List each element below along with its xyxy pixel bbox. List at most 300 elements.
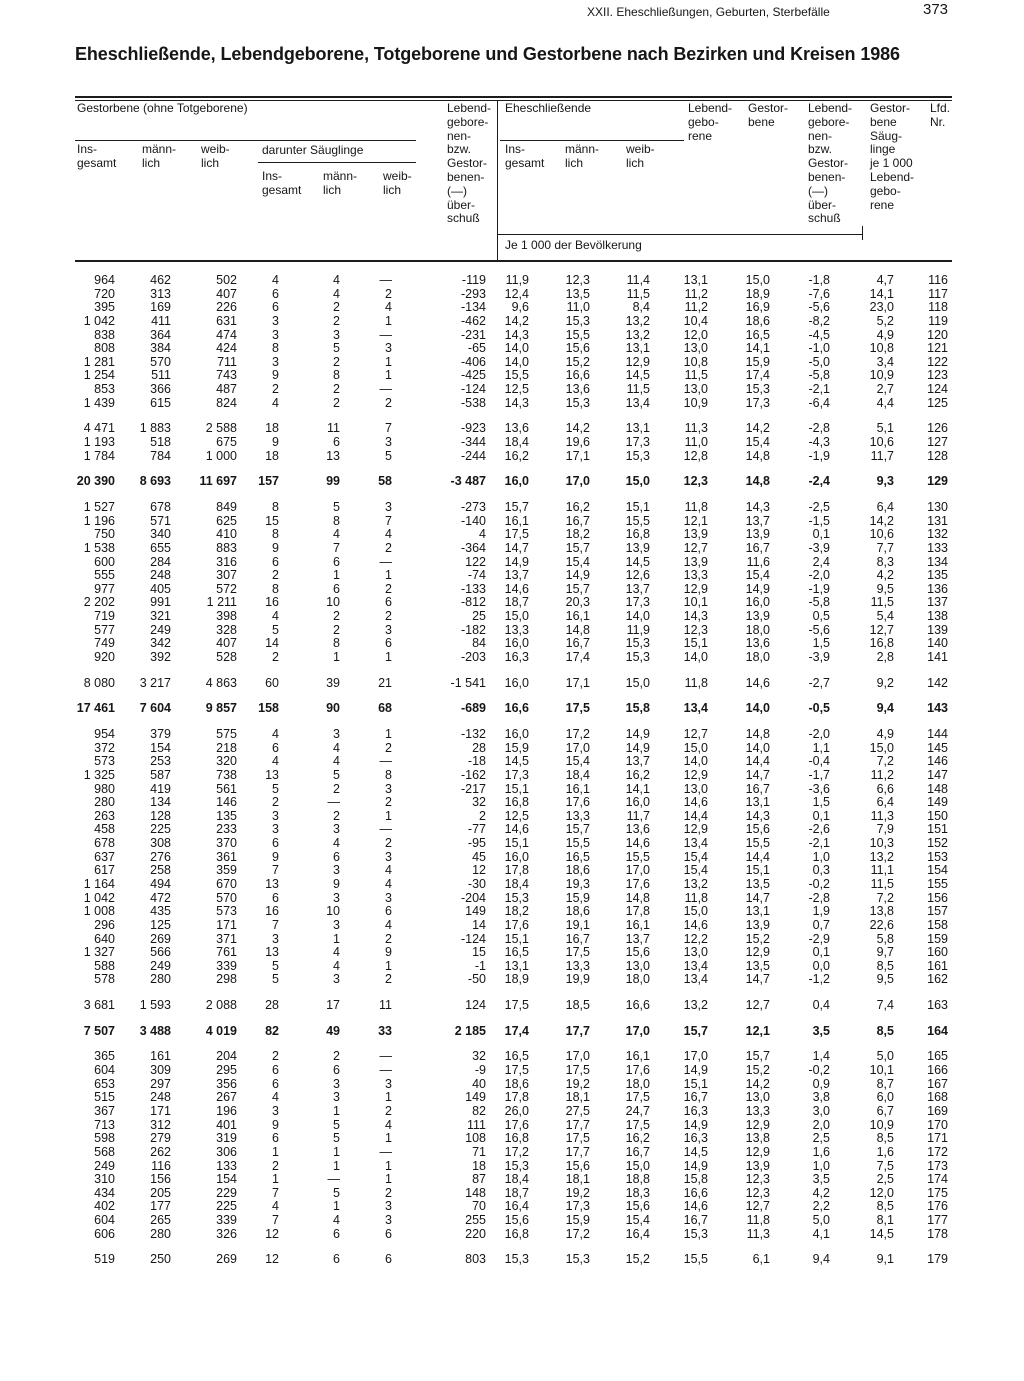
table-row (75, 677, 948, 691)
gestorbene-maennlich-cell: 1 883 (139, 421, 171, 436)
lfd-nr-cell: 143 (927, 701, 948, 716)
saeuglinge-je-1000-lebendgeborene-cell: 4,9 (876, 327, 894, 342)
lebendgeborene-je-1000-cell: 15,5 (683, 1252, 708, 1267)
saeuglinge-insgesamt-cell: 13 (265, 876, 279, 891)
gestorbene-insgesamt-cell: 310 (94, 1172, 115, 1187)
gestorbene-weiblich-cell: 625 (216, 513, 237, 528)
ueberschuss-je-1000-cell: -7,6 (808, 286, 830, 301)
gestorbene-je-1000-cell: 14,2 (745, 1076, 770, 1091)
header-rate-unit: Je 1 000 der Bevölkerung (505, 238, 642, 252)
rate-block-right-rule (862, 226, 863, 240)
gestorbene-maennlich-cell: 379 (150, 726, 171, 741)
ueberschuss-absolut-cell: -119 (461, 273, 486, 287)
table-row (75, 301, 948, 315)
eheschliessende-maennlich-cell: 18,6 (565, 863, 590, 878)
table-row (75, 1064, 948, 1078)
eheschliessende-weiblich-cell: 18,8 (625, 1172, 650, 1187)
lfd-nr-cell: 175 (927, 1185, 948, 1200)
gestorbene-insgesamt-cell: 588 (94, 958, 115, 973)
lfd-nr-cell: 123 (927, 368, 948, 383)
saeuglinge-weiblich-cell: 1 (385, 1131, 392, 1146)
lebendgeborene-je-1000-cell: 15,1 (683, 636, 708, 651)
lebendgeborene-je-1000-cell: 14,3 (683, 609, 708, 624)
ueberschuss-absolut-cell: 70 (472, 1199, 486, 1214)
lebendgeborene-je-1000-cell: 15,7 (683, 1023, 708, 1038)
lfd-nr-cell: 140 (927, 636, 948, 651)
eheschliessende-maennlich-cell: 18,2 (565, 527, 590, 542)
eheschliessende-maennlich-cell: 16,6 (565, 368, 590, 383)
saeuglinge-maennlich-cell: 4 (333, 958, 340, 973)
saeuglinge-weiblich-cell: — (379, 1049, 392, 1064)
saeuglinge-weiblich-cell: — (379, 554, 392, 569)
saeuglinge-je-1000-lebendgeborene-cell: 6,6 (876, 781, 894, 796)
saeuglinge-insgesamt-cell: 4 (272, 395, 279, 410)
gestorbene-maennlich-cell: 280 (150, 1226, 171, 1241)
lebendgeborene-je-1000-cell: 15,4 (683, 863, 708, 878)
saeuglinge-maennlich-cell: 3 (333, 863, 340, 878)
saeuglinge-weiblich-cell: 21 (378, 675, 392, 690)
ueberschuss-je-1000-cell: -1,7 (808, 767, 830, 782)
eheschliessende-maennlich-cell: 15,7 (565, 540, 590, 555)
saeuglinge-je-1000-lebendgeborene-cell: 5,1 (876, 421, 894, 436)
saeuglinge-weiblich-cell: 3 (385, 499, 392, 514)
table-row (75, 919, 948, 933)
eheschliessende-weiblich-cell: 17,5 (625, 1090, 650, 1105)
saeuglinge-maennlich-cell: 5 (333, 341, 340, 356)
table-row (75, 973, 948, 987)
lebendgeborene-je-1000-cell: 14,4 (683, 808, 708, 823)
ueberschuss-je-1000-cell: 0,1 (812, 527, 830, 542)
header-saeuglinge-insgesamt: Ins- gesamt (262, 169, 302, 197)
gestorbene-je-1000-cell: 17,4 (745, 368, 770, 383)
eheschliessende-insgesamt-cell: 14,7 (504, 540, 529, 555)
saeuglinge-insgesamt-cell: 7 (272, 1185, 279, 1200)
eheschliessende-maennlich-cell: 15,3 (565, 1252, 590, 1267)
gestorbene-weiblich-cell: 320 (216, 754, 237, 769)
header-lebendgeborene: Lebend- gebo- rene (688, 101, 733, 143)
lebendgeborene-je-1000-cell: 12,7 (683, 540, 708, 555)
gestorbene-maennlich-cell: 571 (150, 513, 171, 528)
eheschliessende-weiblich-cell: 13,6 (625, 822, 650, 837)
total-row (75, 1025, 948, 1039)
header-gestorbene-group: Gestorbene (ohne Totgeborene) (77, 101, 248, 115)
saeuglinge-je-1000-lebendgeborene-cell: 22,6 (869, 917, 894, 932)
saeuglinge-weiblich-cell: 4 (385, 527, 392, 542)
saeuglinge-je-1000-lebendgeborene-cell: 9,2 (876, 675, 894, 690)
lebendgeborene-je-1000-cell: 10,4 (683, 313, 708, 328)
ueberschuss-absolut-cell: -95 (467, 836, 486, 851)
ueberschuss-je-1000-cell: -1,9 (808, 581, 830, 596)
saeuglinge-weiblich-cell: 5 (385, 448, 392, 463)
ueberschuss-absolut-cell: -425 (460, 368, 486, 383)
table-row (75, 892, 948, 906)
eheschliessende-weiblich-cell: 18,3 (625, 1185, 650, 1200)
eheschliessende-maennlich-cell: 15,4 (565, 754, 590, 769)
gestorbene-maennlich-cell: 156 (150, 1172, 171, 1187)
gestorbene-maennlich-cell: 258 (150, 863, 171, 878)
saeuglinge-insgesamt-cell: 2 (272, 568, 279, 583)
lfd-nr-cell: 153 (927, 849, 948, 864)
lfd-nr-cell: 128 (927, 448, 948, 463)
lebendgeborene-je-1000-cell: 11,8 (684, 890, 708, 905)
gestorbene-weiblich-cell: 218 (216, 740, 237, 755)
gestorbene-maennlich-cell: 225 (150, 822, 171, 837)
eheschliessende-weiblich-cell: 15,5 (625, 513, 650, 528)
lebendgeborene-je-1000-cell: 10,1 (683, 595, 708, 610)
saeuglinge-je-1000-lebendgeborene-cell: 8,5 (876, 1131, 894, 1146)
gestorbene-je-1000-cell: 14,3 (745, 499, 770, 514)
gestorbene-maennlich-cell: 248 (150, 568, 171, 583)
saeuglinge-insgesamt-cell: 5 (272, 958, 279, 973)
lebendgeborene-je-1000-cell: 10,8 (683, 354, 708, 369)
gestorbene-insgesamt-cell: 402 (94, 1199, 115, 1214)
saeuglinge-weiblich-cell: 1 (385, 650, 392, 665)
saeuglinge-insgesamt-cell: 3 (272, 808, 279, 823)
table-row (75, 501, 948, 515)
eheschliessende-weiblich-cell: 13,7 (625, 581, 650, 596)
saeuglinge-maennlich-cell: 6 (333, 849, 340, 864)
eheschliessende-maennlich-cell: 15,5 (565, 836, 590, 851)
saeuglinge-maennlich-cell: 4 (333, 836, 340, 851)
gestorbene-maennlich-cell: 308 (150, 836, 171, 851)
table-row (75, 369, 948, 383)
saeuglinge-maennlich-cell: 4 (333, 740, 340, 755)
saeuglinge-insgesamt-cell: 5 (272, 972, 279, 987)
eheschliessende-insgesamt-cell: 18,9 (504, 972, 529, 987)
gestorbene-je-1000-cell: 12,9 (745, 1144, 770, 1159)
saeuglinge-maennlich-cell: 8 (333, 368, 340, 383)
gestorbene-maennlich-cell: 405 (150, 581, 171, 596)
eheschliessende-weiblich-cell: 15,4 (625, 1213, 650, 1228)
table-row (75, 1146, 948, 1160)
gestorbene-je-1000-cell: 14,8 (745, 726, 770, 741)
saeuglinge-je-1000-lebendgeborene-cell: 9,7 (876, 945, 894, 960)
saeuglinge-je-1000-lebendgeborene-cell: 23,0 (869, 300, 894, 315)
saeuglinge-insgesamt-cell: 7 (272, 917, 279, 932)
gestorbene-weiblich-cell: 528 (216, 650, 237, 665)
ueberschuss-absolut-cell: 12 (472, 863, 486, 878)
gestorbene-insgesamt-cell: 749 (94, 636, 115, 651)
eheschliessende-maennlich-cell: 17,1 (565, 448, 590, 463)
gestorbene-je-1000-cell: 14,7 (745, 972, 770, 987)
ueberschuss-je-1000-cell: 3,8 (812, 1090, 830, 1105)
saeuglinge-weiblich-cell: 6 (385, 1252, 392, 1267)
eheschliessende-maennlich-cell: 17,0 (565, 474, 590, 489)
table-row (75, 728, 948, 742)
gestorbene-insgesamt-cell: 637 (94, 849, 115, 864)
saeuglinge-maennlich-cell: 6 (333, 1226, 340, 1241)
table-row (75, 329, 948, 343)
saeuglinge-maennlich-cell: 99 (326, 474, 340, 489)
eheschliessende-maennlich-cell: 14,9 (565, 568, 590, 583)
header-saeuglinge-group: darunter Säuglinge (262, 143, 364, 157)
gestorbene-maennlich-cell: 494 (150, 876, 171, 891)
header-saeuglinge-maennlich: männ- lich (323, 169, 358, 197)
ueberschuss-je-1000-cell: 0,7 (812, 917, 830, 932)
saeuglinge-je-1000-lebendgeborene-cell: 10,3 (869, 836, 894, 851)
eheschliessende-maennlich-cell: 17,1 (565, 675, 590, 690)
saeuglinge-je-1000-lebendgeborene-cell: 6,4 (876, 499, 894, 514)
eheschliessende-weiblich-cell: 15,8 (625, 701, 650, 716)
eheschliessende-weiblich-cell: 15,3 (625, 650, 650, 665)
saeuglinge-weiblich-cell: 7 (385, 421, 392, 436)
gestorbene-insgesamt-cell: 954 (94, 726, 115, 741)
gestorbene-maennlich-cell: 262 (150, 1144, 171, 1159)
gestorbene-maennlich-cell: 655 (150, 540, 171, 555)
saeuglinge-je-1000-lebendgeborene-cell: 2,7 (876, 382, 894, 397)
gestorbene-weiblich-cell: 361 (216, 849, 237, 864)
ueberschuss-absolut-cell: 149 (465, 904, 486, 919)
ueberschuss-absolut-cell: -293 (460, 286, 486, 301)
eheschliessende-insgesamt-cell: 17,5 (504, 998, 529, 1013)
ueberschuss-absolut-cell: 32 (472, 795, 486, 810)
lebendgeborene-je-1000-cell: 14,0 (683, 650, 708, 665)
eheschliessende-maennlich-cell: 15,2 (565, 354, 590, 369)
gestorbene-insgesamt-cell: 577 (94, 622, 115, 637)
eheschliessende-weiblich-cell: 15,2 (625, 1252, 650, 1267)
ueberschuss-absolut-cell: 15 (472, 945, 486, 960)
saeuglinge-maennlich-cell: 5 (333, 1117, 340, 1132)
gestorbene-insgesamt-cell: 808 (94, 341, 115, 356)
saeuglinge-maennlich-cell: 3 (333, 917, 340, 932)
saeuglinge-je-1000-lebendgeborene-cell: 3,4 (876, 354, 894, 369)
table-row (75, 596, 948, 610)
saeuglinge-insgesamt-cell: 28 (265, 998, 279, 1013)
gestorbene-maennlich-cell: 265 (150, 1213, 171, 1228)
lebendgeborene-je-1000-cell: 13,0 (683, 945, 708, 960)
saeuglinge-weiblich-cell: 1 (385, 568, 392, 583)
lfd-nr-cell: 158 (927, 917, 948, 932)
ueberschuss-absolut-cell: 108 (465, 1131, 486, 1146)
eheschliessende-weiblich-cell: 15,0 (625, 474, 650, 489)
eheschliessende-insgesamt-cell: 16,6 (504, 701, 529, 716)
saeuglinge-weiblich-cell: 3 (385, 781, 392, 796)
gestorbene-insgesamt-cell: 1 538 (83, 540, 115, 555)
eheschliessende-maennlich-cell: 14,8 (565, 622, 590, 637)
eheschliessende-weiblich-cell: 17,3 (625, 435, 650, 450)
gestorbene-je-1000-cell: 14,0 (745, 740, 770, 755)
lfd-nr-cell: 146 (927, 754, 948, 769)
gestorbene-je-1000-cell: 18,0 (745, 650, 770, 665)
saeuglinge-je-1000-lebendgeborene-cell: 8,5 (876, 958, 894, 973)
gestorbene-je-1000-cell: 12,1 (745, 1023, 770, 1038)
lfd-nr-cell: 162 (927, 972, 948, 987)
gestorbene-weiblich-cell: 307 (216, 568, 237, 583)
saeuglinge-je-1000-lebendgeborene-cell: 7,2 (876, 754, 894, 769)
gestorbene-insgesamt-cell: 4 471 (83, 421, 115, 436)
eheschliessende-maennlich-cell: 17,2 (565, 1226, 590, 1241)
ueberschuss-absolut-cell: 14 (472, 917, 486, 932)
ueberschuss-je-1000-cell: 3,5 (812, 1023, 830, 1038)
eheschliessende-weiblich-cell: 15,3 (625, 636, 650, 651)
ueberschuss-je-1000-cell: 4,1 (812, 1226, 830, 1241)
lebendgeborene-je-1000-cell: 15,0 (683, 904, 708, 919)
saeuglinge-insgesamt-cell: 7 (272, 863, 279, 878)
saeuglinge-maennlich-cell: 4 (333, 754, 340, 769)
lebendgeborene-je-1000-cell: 12,9 (683, 767, 708, 782)
lebendgeborene-je-1000-cell: 14,5 (683, 1144, 708, 1159)
ueberschuss-absolut-cell: -462 (460, 313, 486, 328)
eheschliessende-weiblich-cell: 11,5 (626, 286, 650, 301)
gestorbene-insgesamt-cell: 604 (94, 1213, 115, 1228)
lfd-nr-cell: 172 (927, 1144, 948, 1159)
saeuglinge-maennlich-cell: 3 (333, 890, 340, 905)
lfd-nr-cell: 163 (927, 998, 948, 1013)
eheschliessende-insgesamt-cell: 12,5 (504, 382, 529, 397)
gestorbene-insgesamt-cell: 600 (94, 554, 115, 569)
header-gestorbene-insgesamt: Ins- gesamt (77, 142, 117, 170)
gestorbene-weiblich-cell: 1 211 (206, 595, 237, 610)
ueberschuss-absolut-cell: -9 (474, 1063, 486, 1078)
saeuglinge-insgesamt-cell: 5 (272, 622, 279, 637)
ueberschuss-je-1000-cell: -4,3 (808, 435, 830, 450)
gestorbene-insgesamt-cell: 1 527 (83, 499, 115, 514)
gestorbene-insgesamt-cell: 296 (94, 917, 115, 932)
eheschliessende-insgesamt-cell: 17,3 (504, 767, 529, 782)
gestorbene-maennlich-cell: 280 (150, 972, 171, 987)
ueberschuss-je-1000-cell: -3,9 (808, 650, 830, 665)
saeuglinge-je-1000-lebendgeborene-cell: 16,8 (869, 636, 894, 651)
lfd-nr-cell: 130 (927, 499, 948, 514)
gestorbene-maennlich-cell: 284 (150, 554, 171, 569)
saeuglinge-je-1000-lebendgeborene-cell: 8,1 (876, 1213, 894, 1228)
gestorbene-maennlich-cell: 313 (150, 286, 171, 301)
gestorbene-insgesamt-cell: 964 (94, 273, 115, 287)
saeuglinge-weiblich-cell: 6 (385, 904, 392, 919)
saeuglinge-je-1000-lebendgeborene-cell: 6,7 (876, 1103, 894, 1118)
saeuglinge-je-1000-lebendgeborene-cell: 9,1 (876, 1252, 894, 1267)
eheschliessende-weiblich-cell: 17,3 (625, 595, 650, 610)
eheschliessende-insgesamt-cell: 11,9 (505, 273, 529, 287)
gestorbene-insgesamt-cell: 17 461 (76, 701, 115, 716)
gestorbene-je-1000-cell: 13,8 (745, 1131, 770, 1146)
eheschliessende-maennlich-cell: 17,2 (565, 726, 590, 741)
gestorbene-weiblich-cell: 359 (216, 863, 237, 878)
gestorbene-insgesamt-cell: 578 (94, 972, 115, 987)
ueberschuss-absolut-cell: 82 (472, 1103, 486, 1118)
gestorbene-je-1000-cell: 15,4 (745, 435, 770, 450)
lebendgeborene-je-1000-cell: 13,4 (683, 836, 708, 851)
lebendgeborene-je-1000-cell: 13,0 (683, 341, 708, 356)
gestorbene-je-1000-cell: 11,3 (746, 1226, 770, 1241)
eheschliessende-insgesamt-cell: 16,0 (504, 474, 529, 489)
eheschliessende-maennlich-cell: 15,7 (565, 822, 590, 837)
saeuglinge-weiblich-cell: 3 (385, 1199, 392, 1214)
eheschliessende-weiblich-cell: 17,6 (625, 1063, 650, 1078)
ueberschuss-absolut-cell: 148 (465, 1185, 486, 1200)
saeuglinge-weiblich-cell: 4 (385, 876, 392, 891)
gestorbene-insgesamt-cell: 1 193 (83, 435, 115, 450)
row-group (75, 1253, 948, 1267)
gestorbene-maennlich-cell: 366 (150, 382, 171, 397)
table-row (75, 610, 948, 624)
ueberschuss-absolut-cell: -133 (460, 581, 486, 596)
gestorbene-insgesamt-cell: 653 (94, 1076, 115, 1091)
ueberschuss-absolut-cell: -406 (460, 354, 486, 369)
saeuglinge-weiblich-cell: 1 (385, 726, 392, 741)
table-row (75, 528, 948, 542)
eheschliessende-insgesamt-cell: 16,2 (504, 448, 529, 463)
gestorbene-weiblich-cell: 295 (216, 1063, 237, 1078)
lfd-nr-cell: 133 (927, 540, 948, 555)
saeuglinge-weiblich-cell: 4 (385, 917, 392, 932)
saeuglinge-je-1000-lebendgeborene-cell: 4,2 (876, 568, 894, 583)
eheschliessende-weiblich-cell: 17,0 (625, 1023, 650, 1038)
saeuglinge-je-1000-lebendgeborene-cell: 10,9 (869, 1117, 894, 1132)
gestorbene-maennlich-cell: 7 604 (139, 701, 171, 716)
saeuglinge-maennlich-cell: 1 (333, 1199, 340, 1214)
saeuglinge-weiblich-cell: 7 (385, 513, 392, 528)
lfd-nr-cell: 150 (927, 808, 948, 823)
eheschliessende-weiblich-cell: 16,6 (625, 998, 650, 1013)
eheschliessende-insgesamt-cell: 14,3 (504, 327, 529, 342)
saeuglinge-je-1000-lebendgeborene-cell: 2,5 (876, 1172, 894, 1187)
gestorbene-insgesamt-cell: 1 164 (83, 876, 115, 891)
lfd-nr-cell: 156 (927, 890, 948, 905)
gestorbene-insgesamt-cell: 1 325 (83, 767, 115, 782)
gestorbene-insgesamt-cell: 2 202 (83, 595, 115, 610)
eheschliessende-maennlich-cell: 16,7 (565, 513, 590, 528)
ueberschuss-je-1000-cell: -1,8 (808, 273, 830, 287)
saeuglinge-insgesamt-cell: 6 (272, 890, 279, 905)
eheschliessende-maennlich-cell: 16,1 (565, 781, 590, 796)
lebendgeborene-je-1000-cell: 12,1 (683, 513, 708, 528)
gestorbene-maennlich-cell: 384 (150, 341, 171, 356)
lfd-nr-cell: 165 (927, 1049, 948, 1064)
lfd-nr-cell: 152 (927, 836, 948, 851)
table-row (75, 1078, 948, 1092)
table-row (75, 651, 948, 665)
eheschliessende-insgesamt-cell: 17,2 (504, 1144, 529, 1159)
gestorbene-weiblich-cell: 572 (216, 581, 237, 596)
eheschliessende-weiblich-cell: 14,0 (625, 609, 650, 624)
table-row (75, 436, 948, 450)
eheschliessende-maennlich-cell: 18,4 (565, 767, 590, 782)
ueberschuss-je-1000-cell: -0,2 (808, 1063, 830, 1078)
row-group (75, 475, 948, 489)
saeuglinge-je-1000-lebendgeborene-cell: 11,5 (870, 876, 894, 891)
eheschliessende-weiblich-cell: 15,6 (625, 945, 650, 960)
gestorbene-weiblich-cell: 407 (216, 636, 237, 651)
gestorbene-je-1000-cell: 14,8 (745, 474, 770, 489)
eheschliessende-maennlich-cell: 16,1 (565, 609, 590, 624)
gestorbene-weiblich-cell: 474 (216, 327, 237, 342)
saeuglinge-insgesamt-cell: 3 (272, 1103, 279, 1118)
saeuglinge-maennlich-cell: 1 (333, 931, 340, 946)
saeuglinge-weiblich-cell: 2 (385, 395, 392, 410)
lebendgeborene-je-1000-cell: 13,3 (683, 568, 708, 583)
ueberschuss-je-1000-cell: -2,6 (808, 822, 830, 837)
saeuglinge-weiblich-cell: — (379, 1144, 392, 1159)
saeuglinge-maennlich-cell: 2 (333, 808, 340, 823)
saeuglinge-weiblich-cell: — (379, 327, 392, 342)
ueberschuss-je-1000-cell: 1,6 (812, 1144, 830, 1159)
saeuglinge-insgesamt-cell: 5 (272, 781, 279, 796)
ueberschuss-je-1000-cell: -2,8 (808, 890, 830, 905)
lfd-nr-cell: 168 (927, 1090, 948, 1105)
gestorbene-weiblich-cell: 570 (216, 890, 237, 905)
lfd-nr-cell: 144 (927, 726, 948, 741)
gestorbene-je-1000-cell: 13,3 (745, 1103, 770, 1118)
table-row (75, 1105, 948, 1119)
ueberschuss-je-1000-cell: -2,0 (808, 568, 830, 583)
gestorbene-insgesamt-cell: 1 254 (83, 368, 115, 383)
gestorbene-maennlich-cell: 161 (150, 1049, 171, 1064)
saeuglinge-group-underline (258, 162, 416, 163)
ueberschuss-je-1000-cell: -0,5 (808, 701, 830, 716)
gestorbene-je-1000-cell: 14,0 (745, 701, 770, 716)
gestorbene-weiblich-cell: 670 (216, 876, 237, 891)
